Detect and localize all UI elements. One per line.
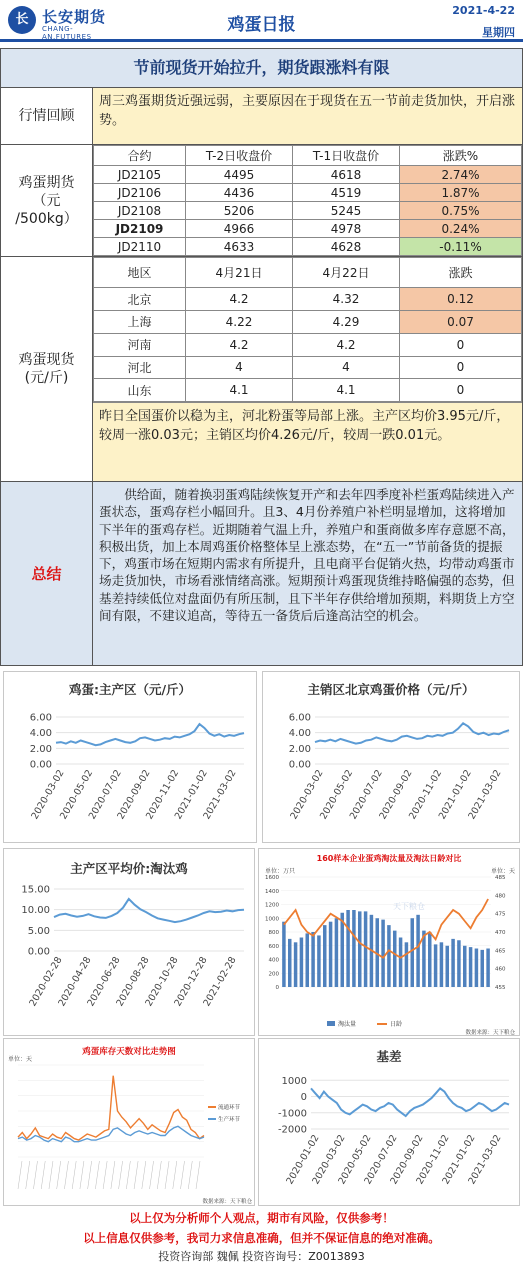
spot-row	[94, 333, 522, 356]
x-tick-stub	[33, 1161, 37, 1189]
futures-row	[94, 184, 522, 202]
x-tick-stub	[181, 1161, 185, 1189]
x-tick-label: 2020-12-28	[172, 955, 210, 1009]
summary-label: 总结	[1, 482, 93, 665]
y-tick-left: 1600	[265, 875, 279, 881]
futures-row	[94, 166, 522, 184]
col-change: 涨跌%	[400, 146, 522, 166]
culling-bar	[446, 946, 450, 987]
y-tick-label: 0.00	[27, 946, 50, 958]
day2-price-cell: 4	[293, 356, 400, 379]
y-tick-label: 4.00	[288, 728, 311, 740]
review-section	[0, 88, 523, 145]
chart2-title: 主销区北京鸡蛋价格（元/斤）	[307, 682, 475, 697]
culling-bar	[294, 942, 298, 987]
culling-bar	[486, 949, 490, 988]
review-text: 周三鸡蛋期货近强远弱，主要原因在于现货在五一节前走货加快，开启涨势。	[99, 94, 516, 128]
day1-price-cell: 4.2	[186, 333, 293, 356]
x-tick-stub	[126, 1161, 130, 1189]
y-tick-label: 2.00	[288, 743, 311, 755]
chart-culling-volume	[258, 848, 520, 1036]
spot-change-cell: 0.12	[400, 288, 522, 311]
chart5-title: 鸡蛋库存天数对比走势图	[82, 1047, 176, 1057]
series-line	[56, 724, 244, 745]
y-tick-left: 1200	[265, 902, 279, 909]
culling-bar	[329, 922, 333, 987]
chart-inventory-days	[3, 1038, 255, 1206]
x-tick-label: 2020-06-28	[85, 955, 123, 1009]
t1-price-cell: 4628	[293, 238, 400, 256]
change-cell: 0.75%	[400, 202, 522, 220]
change-cell: 0.24%	[400, 220, 522, 238]
region-cell: 河北	[94, 356, 186, 379]
x-tick-stub	[142, 1161, 146, 1189]
chart6-svg	[259, 1039, 521, 1207]
futures-table	[93, 145, 522, 256]
x-tick-stub	[157, 1161, 161, 1189]
spot-row	[94, 288, 522, 311]
t2-price-cell: 4495	[186, 166, 293, 184]
x-tick-stub	[111, 1161, 115, 1189]
contract-cell: JD2105	[94, 166, 186, 184]
logo-mark-icon: 长	[8, 6, 36, 34]
y-tick-left: 800	[268, 930, 279, 936]
y-tick-left: 200	[268, 971, 279, 978]
chart-beijing-price	[262, 671, 520, 843]
y-tick-label: 4.00	[29, 728, 52, 740]
y-tick-label: 1000	[281, 1075, 307, 1087]
y-tick-label: -1000	[277, 1108, 307, 1120]
chart5-source: 数据来源：天下粮仓	[202, 1199, 252, 1205]
x-tick-stub	[119, 1161, 123, 1189]
spot-label-line1: 鸡蛋现货	[18, 352, 75, 368]
chart-main-producing	[3, 671, 257, 843]
y-tick-label: 15.00	[21, 884, 50, 896]
x-tick-label: 2021-03-02	[466, 1133, 504, 1187]
logo-text: 长安期货	[42, 8, 107, 26]
spot-change-cell: 0	[400, 333, 522, 356]
col-spot-change: 涨跌	[400, 258, 522, 288]
x-tick-stub	[165, 1161, 169, 1189]
futures-header-row	[94, 146, 522, 166]
col-t2: T-2日收盘价	[186, 146, 293, 166]
legend-age: 日龄	[390, 1021, 403, 1028]
y-tick-left: 0	[275, 985, 279, 991]
x-tick-label: 2020-11-02	[414, 1133, 452, 1187]
x-tick-stub	[95, 1161, 99, 1189]
contract-cell: JD2108	[94, 202, 186, 220]
futures-row	[94, 238, 522, 256]
x-tick-stub	[80, 1161, 84, 1189]
y-tick-label: 6.00	[288, 712, 311, 724]
futures-label-line2: （元	[32, 192, 61, 209]
series-line	[54, 899, 244, 922]
culling-bar	[416, 915, 420, 987]
contract-cell: JD2109	[94, 220, 186, 238]
x-tick-stub	[72, 1161, 76, 1189]
y-tick-right: 485	[495, 875, 506, 881]
x-tick-stub	[41, 1161, 45, 1189]
spot-row	[94, 356, 522, 379]
x-tick-label: 2021-01-02	[436, 768, 474, 822]
y-tick-label: 0	[300, 1092, 307, 1103]
culling-bar	[311, 932, 315, 987]
col-contract: 合约	[94, 146, 186, 166]
culling-bar	[288, 939, 292, 987]
x-tick-stub	[103, 1161, 107, 1189]
culling-bar	[352, 910, 356, 987]
culling-bar	[306, 933, 310, 987]
day2-price-cell: 4.32	[293, 288, 400, 311]
x-tick-label: 2020-09-02	[388, 1133, 426, 1187]
culling-bar	[405, 942, 409, 987]
x-tick-label: 2020-03-02	[310, 1133, 348, 1187]
culling-bar	[393, 931, 397, 987]
col-day1: 4月21日	[186, 258, 293, 288]
spot-header-row	[94, 258, 522, 288]
x-tick-stub	[196, 1161, 200, 1189]
headline-banner: 节前现货开始拉升，期货跟涨料有限	[0, 48, 523, 88]
report-weekday: 星期四	[482, 26, 515, 39]
t1-price-cell: 5245	[293, 202, 400, 220]
spot-note: 昨日全国蛋价以稳为主，河北粉蛋等局部上涨。主产区均价3.95元/斤，较周一涨0.03元；主销区均价4.26元/斤，较周一跌0.01元。	[93, 402, 522, 481]
change-cell: 2.74%	[400, 166, 522, 184]
series-line	[315, 723, 509, 743]
x-tick-label: 2020-10-28	[143, 955, 181, 1009]
analyst-info: 投资咨询部 魏佩 投资咨询号：Z0013893	[158, 1250, 365, 1263]
inventory-line-1	[18, 1126, 204, 1141]
disclaimer-line2: 以上信息仅供参考，我司力求信息准确，但并不保证信息的绝对准确。	[83, 1231, 440, 1245]
y-tick-label: -2000	[277, 1124, 307, 1136]
futures-label-line3: /500kg）	[15, 210, 78, 227]
spot-change-cell: 0.07	[400, 311, 522, 334]
chart-basis	[258, 1038, 520, 1206]
culling-bar	[457, 940, 461, 987]
culling-bar	[364, 911, 368, 987]
y-tick-left: 1000	[265, 916, 279, 923]
x-tick-stub	[188, 1161, 192, 1189]
y-tick-right: 470	[495, 930, 506, 936]
culling-bar	[282, 922, 286, 987]
y-tick-right: 465	[495, 948, 506, 955]
futures-label-line1: 鸡蛋期货	[18, 174, 75, 191]
spot-change-cell: 0	[400, 379, 522, 402]
x-tick-stub	[134, 1161, 138, 1189]
x-tick-stub	[64, 1161, 68, 1189]
spot-section	[0, 257, 523, 482]
culling-bar	[381, 920, 385, 987]
region-cell: 北京	[94, 288, 186, 311]
y-tick-label: 5.00	[27, 925, 50, 937]
region-cell: 河南	[94, 333, 186, 356]
spot-table	[93, 257, 522, 402]
chart4-svg	[259, 849, 521, 1037]
day2-price-cell: 4.1	[293, 379, 400, 402]
y-tick-right: 475	[495, 911, 506, 918]
y-tick-label: 0.00	[288, 759, 311, 771]
report-date: 2021-4-22	[452, 4, 515, 17]
day1-price-cell: 4.2	[186, 288, 293, 311]
culling-bar	[463, 946, 467, 987]
culling-bar	[300, 938, 304, 988]
x-tick-label: 2020-05-02	[58, 768, 96, 822]
day1-price-cell: 4	[186, 356, 293, 379]
chart3-title: 主产区平均价:淘汰鸡	[70, 861, 188, 876]
summary-section	[0, 482, 523, 666]
t2-price-cell: 5206	[186, 202, 293, 220]
chart6-title: 基差	[376, 1049, 402, 1064]
t2-price-cell: 4633	[186, 238, 293, 256]
region-cell: 上海	[94, 311, 186, 334]
spot-change-cell: 0	[400, 356, 522, 379]
x-tick-label: 2020-01-02	[284, 1133, 322, 1187]
futures-label	[1, 145, 93, 256]
contract-cell: JD2110	[94, 238, 186, 256]
change-cell: -0.11%	[400, 238, 522, 256]
x-tick-label: 2020-11-02	[144, 768, 182, 822]
y-tick-left: 1400	[265, 888, 279, 895]
col-day2: 4月22日	[293, 258, 400, 288]
x-tick-label: 2020-09-02	[377, 768, 415, 822]
y-tick-label: 2.00	[29, 743, 52, 755]
contract-cell: JD2106	[94, 184, 186, 202]
chart-culled-hen	[3, 848, 255, 1036]
t2-price-cell: 4436	[186, 184, 293, 202]
culling-bar	[451, 939, 455, 987]
legend-volume: 淘汰量	[338, 1021, 357, 1028]
x-tick-label: 2021-03-02	[201, 768, 239, 822]
culling-bar	[475, 949, 479, 988]
chart2-svg	[263, 672, 521, 844]
x-tick-label: 2021-02-28	[201, 955, 239, 1009]
chart3-svg	[4, 849, 256, 1037]
y-tick-label: 0.00	[29, 759, 52, 771]
chart5-svg	[4, 1039, 256, 1207]
spot-label-line2: (元/斤)	[24, 370, 69, 386]
culling-bar	[428, 932, 432, 987]
t1-price-cell: 4519	[293, 184, 400, 202]
y-tick-right: 480	[495, 893, 506, 900]
x-tick-label: 2020-04-28	[56, 955, 94, 1009]
culling-bar	[335, 918, 339, 987]
culling-bar	[411, 918, 415, 987]
unit-label: 单位：天	[8, 1056, 33, 1063]
culling-bar	[317, 935, 321, 987]
x-tick-label: 2020-08-28	[114, 955, 152, 1009]
spot-label	[1, 257, 93, 481]
x-tick-label: 2020-07-02	[86, 768, 124, 822]
x-tick-stub	[88, 1161, 92, 1189]
y-tick-left: 400	[268, 957, 279, 964]
report-header	[0, 0, 523, 42]
legend-circulation: 流通环节	[218, 1105, 241, 1111]
futures-row	[94, 220, 522, 238]
chart1-svg	[4, 672, 258, 844]
x-tick-label: 2020-09-02	[115, 768, 153, 822]
t1-price-cell: 4978	[293, 220, 400, 238]
page-title: 鸡蛋日报	[227, 15, 296, 35]
futures-section	[0, 145, 523, 257]
chart4-title: 160样本企业蛋鸡淘汰量及淘汰日龄对比	[316, 854, 462, 863]
right-unit-label: 单位：天	[490, 868, 515, 875]
culling-bar	[481, 950, 485, 987]
x-tick-label: 2020-11-02	[407, 768, 445, 822]
culling-bar	[440, 942, 444, 987]
x-tick-label: 2020-05-02	[318, 768, 356, 822]
watermark-text: 天下粮仓	[393, 902, 425, 911]
x-tick-label: 2021-01-02	[440, 1133, 478, 1187]
left-unit-label: 单位：万只	[265, 868, 296, 875]
day1-price-cell: 4.1	[186, 379, 293, 402]
day2-price-cell: 4.2	[293, 333, 400, 356]
y-tick-right: 455	[495, 985, 506, 991]
spot-row	[94, 311, 522, 334]
culling-bar	[399, 938, 403, 988]
charts-area	[0, 668, 523, 1208]
x-tick-label: 2020-05-02	[336, 1133, 374, 1187]
culling-bar	[358, 911, 362, 987]
disclaimer-footer	[0, 1208, 523, 1266]
logo-subtext: CHANG-AN.FUTURES	[42, 25, 92, 41]
x-tick-stub	[18, 1161, 22, 1189]
legend-swatch-volume	[327, 1021, 335, 1026]
chart4-source: 数据来源：天下粮仓	[465, 1030, 515, 1036]
x-tick-stub	[57, 1161, 61, 1189]
col-region: 地区	[94, 258, 186, 288]
y-tick-label: 6.00	[29, 712, 52, 724]
disclaimer-line1: 以上仅为分析师个人观点，期市有风险，仅供参考！	[129, 1211, 394, 1225]
x-tick-label: 2021-01-02	[172, 768, 210, 822]
t1-price-cell: 4618	[293, 166, 400, 184]
x-tick-label: 2020-03-02	[29, 768, 67, 822]
culling-bar	[346, 910, 350, 987]
day2-price-cell: 4.29	[293, 311, 400, 334]
y-tick-right: 460	[495, 966, 506, 973]
x-tick-stub	[150, 1161, 154, 1189]
day1-price-cell: 4.22	[186, 311, 293, 334]
x-tick-label: 2020-07-02	[362, 1133, 400, 1187]
col-t1: T-1日收盘价	[293, 146, 400, 166]
culling-bar	[434, 944, 438, 987]
x-tick-stub	[26, 1161, 30, 1189]
spot-row	[94, 379, 522, 402]
region-cell: 山东	[94, 379, 186, 402]
series-line	[311, 1088, 509, 1116]
review-label: 行情回顾	[1, 88, 93, 144]
chart1-title: 鸡蛋:主产区（元/斤）	[68, 682, 192, 697]
culling-bar	[323, 925, 327, 987]
x-tick-label: 2020-02-28	[27, 955, 65, 1009]
change-cell: 1.87%	[400, 184, 522, 202]
t2-price-cell: 4966	[186, 220, 293, 238]
futures-row	[94, 202, 522, 220]
y-tick-left: 600	[268, 943, 279, 950]
x-tick-stub	[173, 1161, 177, 1189]
x-tick-stub	[49, 1161, 53, 1189]
summary-text: 供给面，随着换羽蛋鸡陆续恢复开产和去年四季度补栏蛋鸡陆续进入产蛋状态，蛋鸡存栏小幅回升。且3、4月份养殖户补栏明显增加，这将增加下半年的蛋鸡存栏。近期随着气温上升，养殖户和蛋商做多库存意愿不高，积极出货，加上本周鸡蛋价格整体呈上涨态势，在“五一”节前备货的提振下，鸡蛋市场在短期内需求有所提升，且电商平台促销火热，均带动鸡蛋市场走货加快，市场看涨情绪高涨。短期预计鸡蛋现货维持略偏强的态势，但基差持续低位对盘面仍有所压制，且下半年存供给增加预期，料期货上方空间有限，不建议追高，等待五一备货后后逢高沽空的机会。	[99, 487, 515, 624]
culling-bar	[387, 925, 391, 987]
x-tick-label: 2020-03-02	[288, 768, 326, 822]
x-tick-label: 2020-07-02	[347, 768, 385, 822]
x-tick-label: 2021-03-02	[466, 768, 504, 822]
y-tick-label: 10.00	[21, 905, 50, 917]
inventory-line-0	[18, 1076, 204, 1140]
legend-production: 生产环节	[218, 1117, 241, 1123]
culling-bar	[469, 947, 473, 987]
